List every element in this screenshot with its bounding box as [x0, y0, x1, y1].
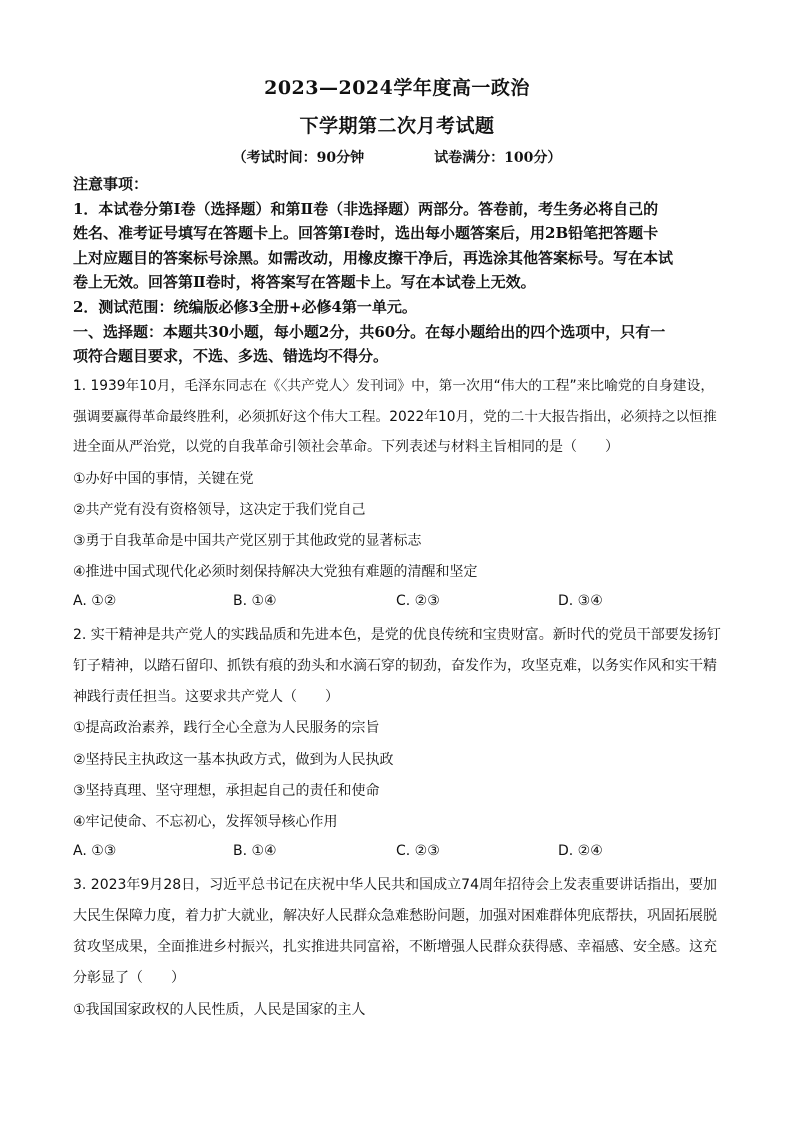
option-c: C. ②③: [396, 593, 440, 609]
exam-time: （考试时间：90分钟: [232, 150, 365, 166]
option-b: B. ①④: [233, 593, 277, 609]
option-b: B. ①④: [233, 843, 277, 859]
question-1-item: ③勇于自我革命是中国共产党区别于其他政党的显著标志: [73, 533, 422, 549]
exam-info: [0, 147, 794, 167]
option-a: A. ①②: [73, 593, 117, 609]
exam-title-line2: 下学期第二次月考试题: [299, 115, 495, 137]
section-heading: 一、选择题：本题共30小题，每小题2分，共60分。在每小题给出的四个选项中，只有一: [73, 323, 666, 341]
question-3-stem: 贫攻坚成果，全面推进乡村振兴，扎实推进共同富裕，不断增强人民群众获得感、幸福感、安全感。这充: [73, 939, 717, 955]
question-3-stem: 大民生保障力度，着力扩大就业，解决好人民群众急难愁盼问题，加强对困难群体兜底帮扶，巩固拓展脱: [73, 908, 717, 924]
notes-line: 卷上无效。回答第Ⅱ卷时，将答案写在答题卡上。写在本试卷上无效。: [73, 273, 536, 291]
option-a: A. ①③: [73, 843, 117, 859]
question-3-item: ①我国国家政权的人民性质，人民是国家的主人: [73, 1002, 366, 1018]
notes-heading: 注意事项：: [73, 175, 149, 193]
question-3-stem: 3. 2023年9月28日，习近平总书记在庆祝中华人民共和国成立74周年招待会上发表重要讲话指出，要加: [73, 877, 717, 893]
question-1-stem: 1. 1939年10月，毛泽东同志在《〈共产党人〉发刊词》中，第一次用“伟大的工程”来比喻党的自身建设，: [73, 378, 715, 394]
section-heading: 项符合题目要求，不选、多选、错选均不得分。: [73, 347, 389, 365]
question-1-stem: 强调要赢得革命最终胜利，必须抓好这个伟大工程。2022年10月，党的二十大报告指出，必须持之以恒推: [73, 409, 717, 425]
question-3-stem: 分彰显了（ ）: [73, 970, 185, 986]
notes-line: 姓名、准考证号填写在答题卡上。回答第Ⅰ卷时，选出每小题答案后，用2B铅笔把答题卡: [73, 224, 659, 242]
option-c: C. ②③: [396, 843, 440, 859]
question-2-stem: 神践行责任担当。这要求共产党人（ ）: [73, 689, 339, 705]
question-2-item: ①提高政治素养，践行全心全意为人民服务的宗旨: [73, 720, 380, 736]
notes-line: 上对应题目的答案标号涂黑。如需改动，用橡皮擦干净后，再选涂其他答案标号。写在本试: [73, 249, 674, 267]
question-2-item: ③坚持真理、坚守理想，承担起自己的责任和使命: [73, 783, 380, 799]
question-1-item: ②共产党有没有资格领导，这决定于我们党自己: [73, 502, 366, 518]
question-2-item: ④牢记使命、不忘初心，发挥领导核心作用: [73, 814, 338, 830]
question-2-stem: 2. 实干精神是共产党人的实践品质和先进本色，是党的优良传统和宝贵财富。新时代的党员干部要发扬钉: [73, 627, 721, 643]
question-2-item: ②坚持民主执政这一基本执政方式，做到为人民执政: [73, 752, 394, 768]
question-1-item: ④推进中国式现代化必须时刻保持解决大党独有难题的清醒和坚定: [73, 564, 478, 580]
exam-title-line1: 2023—2024学年度高一政治: [264, 77, 530, 99]
question-1-stem: 进全面从严治党，以党的自我革命引领社会革命。下列表述与材料主旨相同的是（ ）: [73, 439, 619, 455]
exam-score: 试卷满分：100分）: [434, 150, 562, 166]
option-d: D. ②④: [558, 843, 603, 859]
notes-line: 2．测试范围：统编版必修3全册+必修4第一单元。: [73, 298, 417, 316]
option-d: D. ③④: [558, 593, 603, 609]
question-1-item: ①办好中国的事情，关键在党: [73, 471, 254, 487]
notes-line: 1．本试卷分第Ⅰ卷（选择题）和第Ⅱ卷（非选择题）两部分。答卷前，考生务必将自己的: [73, 200, 659, 218]
question-2-stem: 钉子精神，以踏石留印、抓铁有痕的劲头和水滴石穿的韧劲，奋发作为，攻坚克难，以务实作风和实干精: [73, 658, 717, 674]
